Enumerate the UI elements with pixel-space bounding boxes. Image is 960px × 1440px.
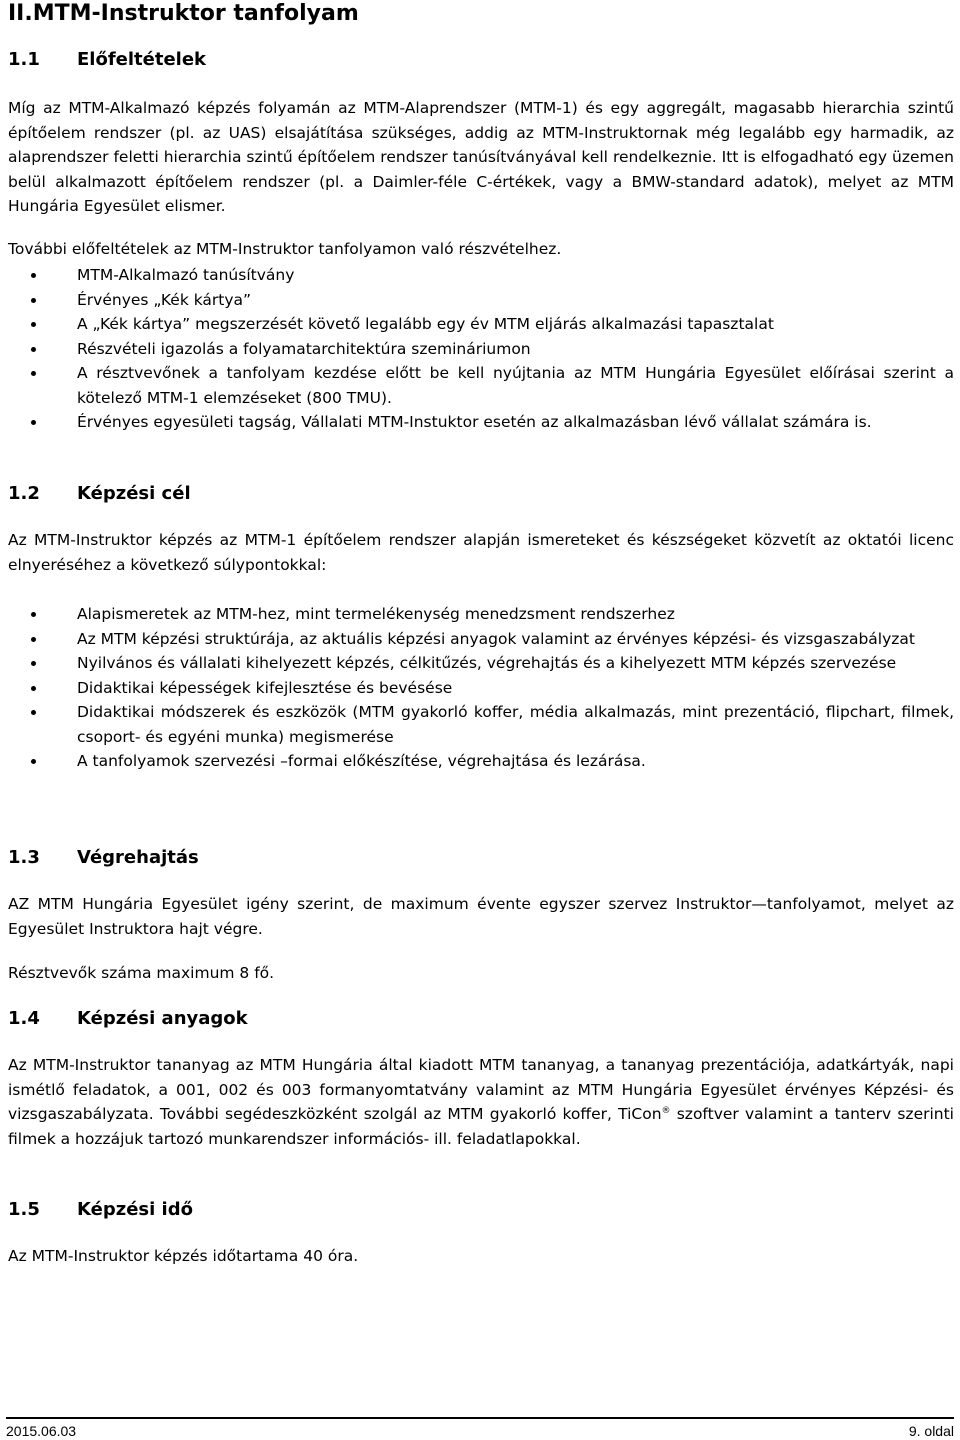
participants-paragraph: Résztvevők száma maximum 8 fő. <box>8 964 275 982</box>
section-heading-1-5 <box>8 1198 193 1222</box>
section-title: Végrehajtás <box>77 847 199 868</box>
registered-mark: ® <box>661 1105 671 1116</box>
list-item: A tanfolyamok szervezési –formai előkészítése, végrehajtása és lezárása. <box>8 749 954 774</box>
section-heading-1-2 <box>8 482 191 506</box>
section-title: Előfeltételek <box>77 49 207 70</box>
training-goal-paragraph: Az MTM-Instruktor képzés az MTM-1 építőelem rendszer alapján ismereteket és készségeket közvetít az oktatói licenc elnyeréséhez a következő súlypontokkal: <box>8 531 954 574</box>
list-item: Nyilvános és vállalati kihelyezett képzés, célkitűzés, végrehajtás és a kihelyezett MTM képzés szervezése <box>8 651 954 676</box>
list-item: Érvényes „Kék kártya” <box>8 288 954 313</box>
section-number: 1.2 <box>8 483 40 504</box>
section-heading-1-1 <box>8 48 206 72</box>
list-item: Alapismeretek az MTM-hez, mint termelékenység menedzsment rendszerhez <box>8 602 954 627</box>
training-goal-list <box>8 602 954 774</box>
section-title: Képzési anyagok <box>77 1008 248 1029</box>
section-number: 1.5 <box>8 1199 40 1220</box>
list-item: A résztvevőnek a tanfolyam kezdése előtt be kell nyújtania az MTM Hungária Egyesület előírásai szerint a kötelező MTM-1 elemzéseket (800 TMU). <box>8 361 954 410</box>
duration-paragraph: Az MTM-Instruktor képzés időtartama 40 óra. <box>8 1247 359 1265</box>
materials-text-continued: szoftver valamint a tanterv szerinti filmek a hozzájuk tartozó munkarendszer információs- ill. feladatlapokkal. <box>8 1105 954 1148</box>
footer-date: 2015.06.03 <box>6 1423 77 1439</box>
further-prerequisites-intro: További előfeltételek az MTM-Instruktor tanfolyamon való részvételhez. <box>8 240 562 258</box>
prerequisites-list <box>8 263 954 435</box>
section-title: Képzési idő <box>77 1199 193 1220</box>
materials-text: Az MTM-Instruktor tananyag az MTM Hungária által kiadott MTM tananyag, a tananyag prezentációja, adatkártyák, napi ismétlő feladatok, a 001, 002 és 003 formanyomtatvány valamint az MTM Hungária Egyesület érvényes Képzési- és vizsgaszabályzata. További segédeszközként szolgál az MTM gyakorló koffer, TiCon <box>8 1056 954 1123</box>
footer-page-number: 9. oldal <box>908 1423 954 1439</box>
materials-paragraph <box>8 1053 954 1151</box>
list-item: Érvényes egyesületi tagság, Vállalati MTM-Instuktor esetén az alkalmazásban lévő vállalat számára is. <box>8 410 954 435</box>
document-title: II.MTM-Instruktor tanfolyam <box>8 1 359 26</box>
section-number: 1.4 <box>8 1008 40 1029</box>
prerequisites-paragraph: Míg az MTM-Alkalmazó képzés folyamán az MTM-Alaprendszer (MTM-1) és egy aggregált, magasabb hierarchia szintű építőelem rendszer (pl. az UAS) elsajátítása szükséges, addig az MTM-Instruktornak még legalább egy harmadik, az alaprendszer feletti hierarchia szintű építőelem rendszer tanúsítványával kell rendelkeznie. Itt is elfogadható egy üzemen belül alkalmazott építőelem rendszer (pl. a Daimler-féle C-értékek, vagy a BMW-standard adatok), melyet az MTM Hungária Egyesület elismer. <box>8 99 954 215</box>
execution-paragraph: AZ MTM Hungária Egyesület igény szerint, de maximum évente egyszer szervez Instruktor—tanfolyamot, melyet az Egyesület Instruktora hajt végre. <box>8 895 954 938</box>
section-title: Képzési cél <box>77 483 191 504</box>
list-item: Részvételi igazolás a folyamatarchitektúra szemináriumon <box>8 337 954 362</box>
footer-rule <box>6 1417 954 1419</box>
section-number: 1.3 <box>8 847 40 868</box>
list-item: Didaktikai képességek kifejlesztése és bevésése <box>8 676 954 701</box>
list-item: A „Kék kártya” megszerzését követő legalább egy év MTM eljárás alkalmazási tapasztalat <box>8 312 954 337</box>
section-heading-1-4 <box>8 1007 248 1031</box>
list-item: MTM-Alkalmazó tanúsítvány <box>8 263 954 288</box>
list-item: Az MTM képzési struktúrája, az aktuális képzési anyagok valamint az érvényes képzési- és vizsgaszabályzat <box>8 627 954 652</box>
list-item: Didaktikai módszerek és eszközök (MTM gyakorló koffer, média alkalmazás, mint prezentáció, flipchart, filmek, csoport- és egyéni munka) megismerése <box>8 700 954 749</box>
section-number: 1.1 <box>8 49 40 70</box>
section-heading-1-3 <box>8 846 199 870</box>
